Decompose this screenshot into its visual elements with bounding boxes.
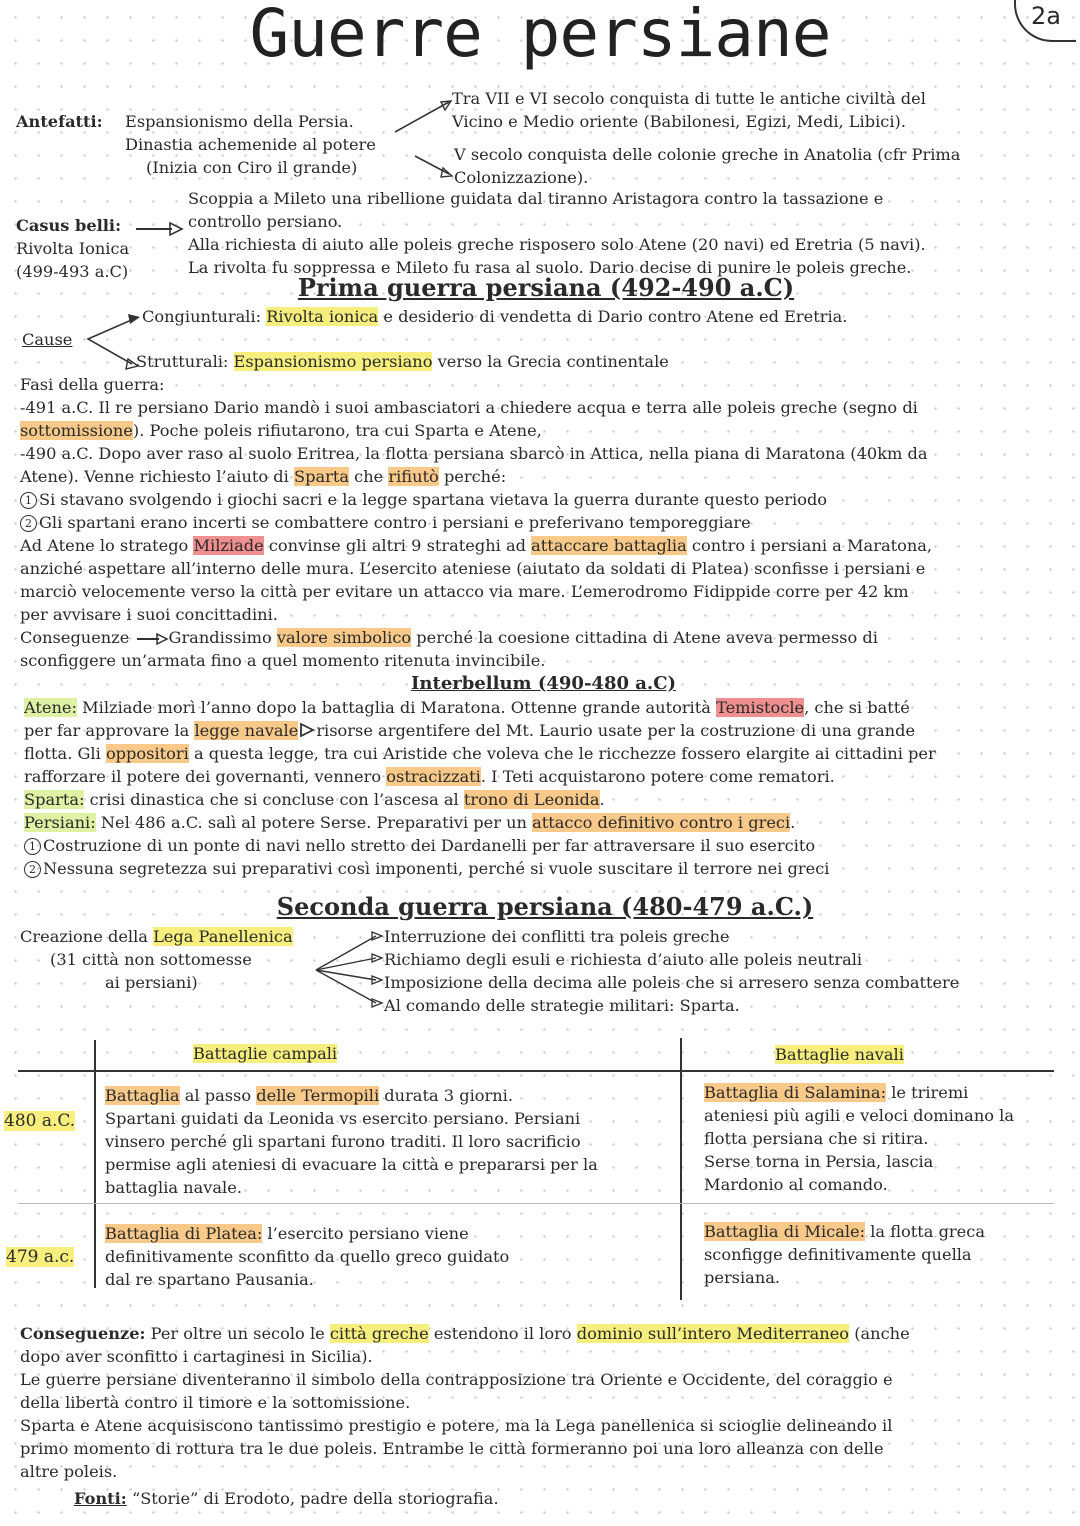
cause-label: Cause xyxy=(22,330,73,349)
fonti: Fonti: “Storie” di Erodoto, padre della storiografia. xyxy=(74,1489,499,1508)
platea-line1: Battaglia di Platea: l’esercito persiano viene xyxy=(105,1224,469,1243)
arrow-right-icon xyxy=(136,222,184,236)
reason-1: 1 Si stavano svolgendo i giochi sacri e la legge spartana vietava la guerra durante questo periodo xyxy=(20,488,827,511)
interbellum-atene-2: per far approvare la legge navale risorse argentifere del Mt. Laurio usate per la costruzione di una grande xyxy=(24,721,916,740)
casus-line2: controllo persiano. xyxy=(188,212,343,231)
antefatti-label: Antefatti: xyxy=(16,112,103,131)
lega-branch-4: Al comando delle strategie militari: Sparta. xyxy=(384,996,740,1015)
lega-line1: Creazione della Lega Panellenica xyxy=(20,927,293,946)
arrow-right-icon xyxy=(135,633,169,645)
arrow-right-icon xyxy=(298,723,316,737)
termopili-line4: permise agli ateniesi di evacuare la città e prepararsi per la xyxy=(105,1155,598,1174)
antefatti-branch1b: Vicino e Medio oriente (Babilonesi, Egizi, Medi, Libici). xyxy=(452,112,906,131)
atene-line1: Ad Atene lo stratego Milziade convinse gli altri 9 strateghi ad attaccare battaglia contro i persiani a Maratona, xyxy=(20,536,933,555)
salamina-line5: Mardonio al comando. xyxy=(704,1175,888,1194)
fase-491b: sottomissione). Poche poleis rifiutarono, tra cui Sparta e Atene, xyxy=(20,421,542,440)
salamina-line1: Battaglia di Salamina: le triremi xyxy=(704,1083,969,1102)
lega-branch-2: Richiamo degli esuli e richiesta d’aiuto alle poleis neutrali xyxy=(384,950,863,969)
antefatti-branch1a: Tra VII e VI secolo conquista di tutte le antiche civiltà del xyxy=(452,89,926,108)
salamina-line4: Serse torna in Persia, lascia xyxy=(704,1152,934,1171)
fase-490b: Atene). Venne richiesto l’aiuto di Sparta che rifiutò perché: xyxy=(20,467,507,486)
conseguenze-line3: Le guerre persiane diventeranno il simbolo della contrapposizione tra Oriente e Occidente, del coraggio e xyxy=(20,1370,893,1389)
interbellum-atene-3: flotta. Gli oppositori a questa legge, tra cui Aristide che voleva che le ricchezze fossero elargite ai cittadini per xyxy=(24,744,936,763)
lega-branch-1: Interruzione dei conflitti tra poleis greche xyxy=(384,927,730,946)
casus-sub1: Rivolta Ionica xyxy=(16,239,130,258)
micale-line2: sconfigge definitivamente quella xyxy=(704,1245,972,1264)
fase-491a: -491 a.C. Il re persiano Dario mandò i suoi ambasciatori a chiedere acqua e terra alle poleis greche (segno di xyxy=(20,398,918,417)
termopili-line1: Battaglia al passo delle Termopili durata 3 giorni. xyxy=(105,1086,513,1105)
page-number-badge: 2a xyxy=(1014,0,1076,42)
antefatti-branch2a: V secolo conquista delle colonie greche in Anatolia (cfr Prima xyxy=(454,145,961,164)
page-title: Guerre persiane xyxy=(249,0,831,72)
fasi-label: Fasi della guerra: xyxy=(20,375,165,394)
col-header-navali: Battaglie navali xyxy=(775,1045,904,1064)
conseguenze-line6: primo momento di rottura tra le due poleis. Entrambe le città formeranno poi una loro alleanza con delle xyxy=(20,1439,884,1458)
antefatti-branch2b: Colonizzazione). xyxy=(454,168,589,187)
salamina-line3: flotta persiana che si ritira. xyxy=(704,1129,929,1148)
interbellum-persiani: Persiani: Nel 486 a.C. salì al potere Serse. Preparativi per un attacco definitivo contro i greci. xyxy=(24,813,796,832)
cause-congiunturali: Congiunturali: Rivolta ionica e desiderio di vendetta di Dario contro Atene ed Eretria. xyxy=(142,307,848,326)
interbellum-sparta: Sparta: crisi dinastica che si concluse con l’ascesa al trono di Leonida. xyxy=(24,790,605,809)
conseguenze-prima-2: sconfiggere un’armata fino a quel momento ritenuta invincibile. xyxy=(20,651,546,670)
conseguenze-prima: Conseguenze Grandissimo valore simbolico perché la coesione cittadina di Atene aveva permesso di xyxy=(20,628,878,647)
casus-label: Casus belli: xyxy=(16,216,122,235)
casus-sub2: (499-493 a.C) xyxy=(16,262,129,281)
casus-line4: La rivolta fu soppressa e Mileto fu rasa al suolo. Dario decise di punire le poleis greche. xyxy=(188,258,912,277)
seconda-heading: Seconda guerra persiana (480-479 a.C.) xyxy=(276,892,814,921)
platea-line3: dal re spartano Pausania. xyxy=(105,1270,314,1289)
lega-line2: (31 città non sottomesse xyxy=(50,950,252,969)
interbellum-atene-1: Atene: Milziade morì l’anno dopo la battaglia di Maratona. Ottenne grande autorità Temistocle, che si batté xyxy=(24,698,910,717)
termopili-line5: battaglia navale. xyxy=(105,1178,242,1197)
platea-line2: definitivamente sconfitto da quello greco guidato xyxy=(105,1247,510,1266)
prima-heading: Prima guerra persiana (492-490 a.C) xyxy=(297,273,795,302)
antefatti-line2: Dinastia achemenide al potere xyxy=(125,135,376,154)
fase-490a: -490 a.C. Dopo aver raso al suolo Eritrea, la flotta persiana sbarcò in Attica, nella piana di Maratona (40km da xyxy=(20,444,928,463)
micale-line1: Battaglia di Micale: la flotta greca xyxy=(704,1222,985,1241)
interbellum-item-2: 2 Nessuna segretezza sui preparativi così imponenti, perché si vuole suscitare il terrore nei greci xyxy=(24,857,829,880)
antefatti-arrows xyxy=(395,98,455,178)
year-479: 479 a.c. xyxy=(6,1247,75,1267)
termopili-line2: Spartani guidati da Leonida vs esercito persiano. Persiani xyxy=(105,1109,581,1128)
casus-line3: Alla richiesta di aiuto alle poleis greche risposero solo Atene (20 navi) ed Eretria (5 navi). xyxy=(188,235,926,254)
lega-line3: ai persiani) xyxy=(105,973,198,992)
interbellum-atene-4: rafforzare il potere dei governanti, vennero ostracizzati. I Teti acquistarono potere come rematori. xyxy=(24,767,835,786)
conseguenze-line1: Conseguenze: Per oltre un secolo le città greche estendono il loro dominio sull’intero Mediterraneo (anche xyxy=(20,1324,910,1343)
col-header-campali: Battaglie campali xyxy=(193,1044,338,1063)
micale-line3: persiana. xyxy=(704,1268,781,1287)
atene-line2: anziché aspettare all’interno delle mura. L’esercito ateniese (aiutato da soldati di Platea) sconfisse i persiani e xyxy=(20,559,926,578)
lega-branch-3: Imposizione della decima alle poleis che si arresero senza combattere xyxy=(384,973,960,992)
conseguenze-line7: altre poleis. xyxy=(20,1462,118,1481)
atene-line3: marciò velocemente verso la città per evitare un attacco via mare. L’emerodromo Fidippide corre per 42 km xyxy=(20,582,909,601)
interbellum-item-1: 1 Costruzione di un ponte di navi nello stretto dei Dardanelli per far attraversare il suo esercito xyxy=(24,834,815,857)
year-480: 480 a.C. xyxy=(4,1111,76,1131)
casus-line1: Scoppia a Mileto una ribellione guidata dal tiranno Aristagora contro la tassazione e xyxy=(188,189,884,208)
conseguenze-line2: dopo aver sconfitto i cartaginesi in Sicilia). xyxy=(20,1347,373,1366)
reason-2: 2 Gli spartani erano incerti se combattere contro i persiani e preferivano temporeggiare xyxy=(20,511,751,534)
interbellum-heading: Interbellum (490-480 a.C) xyxy=(411,673,677,694)
cause-arrows xyxy=(80,312,144,372)
termopili-line3: vinsero perché gli spartani furono traditi. Il loro sacrificio xyxy=(105,1132,581,1151)
salamina-line2: ateniesi più agili e veloci dominano la xyxy=(704,1106,1014,1125)
cause-strutturali: Strutturali: Espansionismo persiano verso la Grecia continentale xyxy=(136,352,669,371)
conseguenze-line4: della libertà contro il timore e la sottomissione. xyxy=(20,1393,411,1412)
antefatti-line3: (Inizia con Ciro il grande) xyxy=(146,158,358,177)
lega-arrows xyxy=(314,928,386,1008)
antefatti-line1: Espansionismo della Persia. xyxy=(125,112,354,131)
atene-line4: per avvisare i suoi concittadini. xyxy=(20,605,278,624)
conseguenze-line5: Sparta e Atene acquisiscono tantissimo prestigio e potere, ma la Lega panellenica si scioglie delineando il xyxy=(20,1416,893,1435)
